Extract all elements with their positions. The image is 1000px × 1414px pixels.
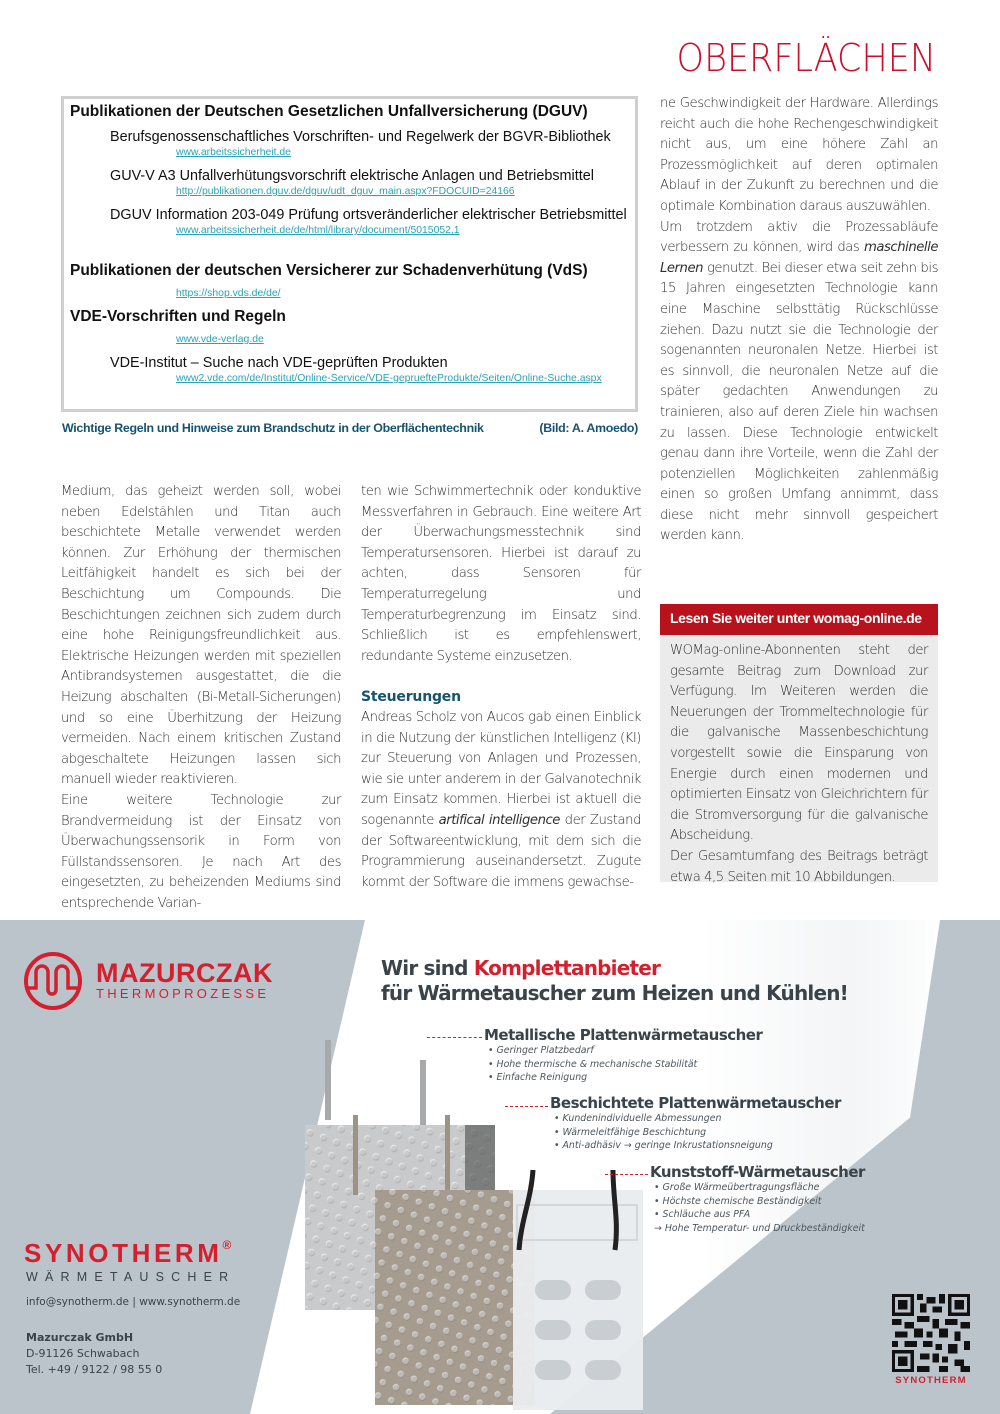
product-bullets: [550, 1112, 841, 1153]
product-title: Beschichtete Plattenwärmetauscher: [550, 1094, 841, 1112]
article-column-3: [660, 94, 938, 547]
brand-text: SYNOTHERM: [24, 1238, 223, 1268]
figure-heading: Publikationen der Deutschen Gesetzlichen Unfallversicherung (DGUV): [70, 103, 588, 120]
contact-line[interactable]: info@synotherm.de | www.synotherm.de: [26, 1296, 241, 1308]
caption-credit: (Bild: A. Amoedo): [539, 421, 638, 435]
leader-line: [605, 1174, 648, 1175]
product-plastic: [650, 1163, 865, 1235]
figure-heading: Publikationen der deutschen Versicherer zur Schadenverhütung (VdS): [70, 262, 588, 279]
mazurczak-logo-icon: [22, 950, 84, 1012]
figure-link[interactable]: www.arbeitssicherheit.de/de/html/library/document/5015052,1: [176, 225, 460, 236]
company-address: [26, 1330, 162, 1378]
product-bullets: [484, 1044, 762, 1085]
bullet-item: • Hohe thermische & mechanische Stabilität: [488, 1058, 762, 1072]
ad-headline: [381, 956, 848, 1006]
paragraph: WOMag-online-Abonnenten steht der gesamte Beitrag zum Download zur Verfügung. Im Weiteren werden die Neuerungen der Trommeltechnologie für die galvanische Massenbeschichtung vorgestellt sowie die Einsparung von Energie durch einen modernen und optimierten Einsatz von Gleichrichtern für die Stromversorgung für die galvanische Abscheidung.: [670, 643, 928, 844]
bullet-item: • Schläuche aus PFA: [654, 1208, 865, 1222]
paragraph: ne Geschwindigkeit der Hardware. Allerdings reicht auch die hohe Rechengeschwindigkeit nicht aus, um eine höhere Zahl an Prozessmöglichkeit auf deren optimalen Ablauf in der Zukunft zu berechnen und die optimale Kombination daraus auszuwählen.: [660, 96, 938, 214]
bullet-continuation: → Hohe Temperatur- und Druckbeständigkeit: [654, 1222, 865, 1234]
product-coated: [550, 1094, 841, 1153]
text-run: der Zustand der Softwareentwicklung, mit dem sich die Programmierung auseinandersetzt. Zugute kommt der Software die immens gewachse-: [361, 812, 642, 890]
product-bullets: [650, 1181, 865, 1235]
paragraph: [660, 218, 938, 548]
qr-code-icon[interactable]: [892, 1294, 970, 1372]
emphasis-text: maschinelle Lernen: [660, 240, 938, 276]
section-title: OBERFLÄCHEN: [676, 36, 936, 80]
figure-subheading: Berufsgenossenschaftliches Vorschriften- und Regelwerk der BGVR-Bibliothek: [110, 129, 611, 145]
paragraph: Der Gesamtumfang des Beitrags beträgt etwa 4,5 Seiten mit 10 Abbildungen.: [670, 848, 928, 885]
figure-subheading: GUV-V A3 Unfallverhütungsvorschrift elektrische Anlagen und Betriebsmittel: [110, 168, 594, 184]
bullet-item: • Einfache Reinigung: [488, 1071, 762, 1085]
figure-subheading: DGUV Information 203-049 Prüfung ortsveränderlicher elektrischer Betriebsmittel: [110, 207, 627, 223]
synotherm-brand-subtitle: WÄRMETAUSCHER: [26, 1270, 236, 1284]
phone-line: Tel. +49 / 9122 / 98 55 0: [26, 1363, 163, 1376]
caption-text: Wichtige Regeln und Hinweise zum Brandschutz in der Oberflächentechnik: [62, 421, 484, 435]
registered-mark: ®: [222, 1238, 232, 1252]
company-name: Mazurczak GmbH: [26, 1331, 134, 1344]
emphasis-text: artifical intelligence: [438, 812, 560, 828]
bullet-item: • Geringer Platzbedarf: [488, 1044, 762, 1058]
figure-link[interactable]: www.vde-verlag.de: [176, 334, 264, 345]
subheading: Steuerungen: [361, 689, 461, 706]
figure-subheading: VDE-Institut – Suche nach VDE-geprüften Produkten: [110, 355, 448, 371]
headline-text: für Wärmetauscher zum Heizen und Kühlen!: [381, 981, 848, 1005]
figure-link[interactable]: https://shop.vds.de/de/: [176, 288, 281, 299]
mazurczak-brand-name: MAZURCZAK: [96, 958, 273, 988]
leader-line: [505, 1106, 548, 1107]
advertisement: [0, 920, 1000, 1414]
read-more-heading[interactable]: Lesen Sie weiter unter womag-online.de: [660, 604, 938, 635]
paragraph: ten wie Schwimmertechnik oder konduktive Messverfahren in Gebrauch. Eine weitere Art der Überwachungsmesstechnik sind Temperatursensoren. Hierbei ist darauf zu achten, dass Sensoren für Temperaturregelung und Temperaturbegrenzung im Einsatz sind. Schließlich ist es empfehlenswert, redundante Systeme einzusetzen.: [361, 484, 641, 664]
figure-caption: [62, 421, 638, 435]
read-more-body: [660, 635, 938, 894]
bullet-item: • Höchste chemische Beständigkeit: [654, 1195, 865, 1209]
paragraph: Medium, das geheizt werden soll, wobei neben Edelstählen und Titan auch beschichtete Metalle verwendet werden können. Zur Erhöhung der thermischen Leitfähigkeit handelt es sich bei der Beschichtung um Compounds. Die Beschichtungen zeichnen sich zudem durch eine hohe Reinigungsfreundlichkeit aus. Elektrische Heizungen werden mit speziellen Antibrandsystemen ausgestattet, die die Heizung abschalten (Bi-Metall-Sicherungen) und so eine Überhitzung der Heizung vermeiden. Nach einem kritischen Zustand abgeschaltete Heizungen lassen sich manuell wieder reaktivieren.: [61, 484, 341, 788]
paragraph: Eine weitere Technologie zur Brandvermeidung ist der Einsatz von Überwachungssensorik in Form von Füllstandssensoren. Je nach Art des eingesetzten, zu beheizenden Mediums sind entsprechende Varian-: [61, 792, 341, 911]
bullet-item: • Anti-adhäsiv → geringe Inkrustationsneigung: [554, 1139, 841, 1153]
bullet-item: • Wärmeleitfähige Beschichtung: [554, 1126, 841, 1140]
figure-heading: VDE-Vorschriften und Regeln: [70, 308, 286, 325]
heat-exchanger-image: [295, 1030, 645, 1414]
bullet-item: • Kundenindividuelle Abmessungen: [554, 1112, 841, 1126]
figure-references-box: [61, 96, 638, 412]
article-column-2: [361, 482, 641, 893]
text-run: Um trotzdem aktiv die Prozessabläufe verbessern zu können, wird das: [660, 219, 938, 256]
paragraph: [361, 708, 641, 893]
figure-link[interactable]: http://publikationen.dguv.de/dguv/udt_dguv_main.aspx?FDOCUID=24166: [176, 186, 515, 197]
figure-link[interactable]: www2.vde.com/de/Institut/Online-Service/VDE-gepruefteProdukte/Seiten/Online-Suche.aspx: [176, 373, 602, 384]
bullet-item: • Große Wärmeübertragungsfläche: [654, 1181, 865, 1195]
text-run: Andreas Scholz von Aucos gab einen Einblick in die Nutzung der künstlichen Intelligenz (KI) zur Steuerung von Anlagen und Prozessen, wie sie unter anderem in der Galvanotechnik zum Einsatz kommen. Hierbei ist aktuell die sogenannte: [361, 709, 641, 828]
mazurczak-brand-subtitle: THERMOPROZESSE: [96, 986, 270, 1001]
read-more-box: [660, 604, 938, 885]
synotherm-brand-name: [24, 1238, 231, 1269]
figure-link[interactable]: www.arbeitssicherheit.de: [176, 147, 291, 158]
article-column-1: [61, 482, 341, 914]
leader-line: [427, 1037, 482, 1038]
qr-label: SYNOTHERM: [895, 1375, 967, 1386]
headline-accent: Komplettanbieter: [473, 956, 661, 980]
headline-text: Wir sind: [381, 956, 474, 980]
text-run: genutzt. Bei dieser etwa seit zehn bis 15 Jahren eingesetzten Technologie kann eine Maschine selbsttätig Rückschlüsse ziehen. Dazu nutzt sie die Technologie der sogenannten neuronalen Netze. Hierbei ist es sinnvoll, die neuronalen Netze auf die später gedachten Anwendungen zu trainieren, also auf deren Ziele hin wachsen zu lassen. Diese Technologie entwickelt genau dann ihre Vorteile, wenn die Zahl der potenziellen Möglichkeiten zahlenmäßig einen so großen Umfang annimmt, dass diese nicht mehr sinnvoll gespeichert werden kann.: [660, 260, 938, 544]
product-title: Kunststoff-Wärmetauscher: [650, 1163, 865, 1181]
product-metallic: [484, 1026, 762, 1085]
address-line: D-91126 Schwabach: [26, 1347, 140, 1360]
product-title: Metallische Plattenwärmetauscher: [484, 1026, 763, 1044]
